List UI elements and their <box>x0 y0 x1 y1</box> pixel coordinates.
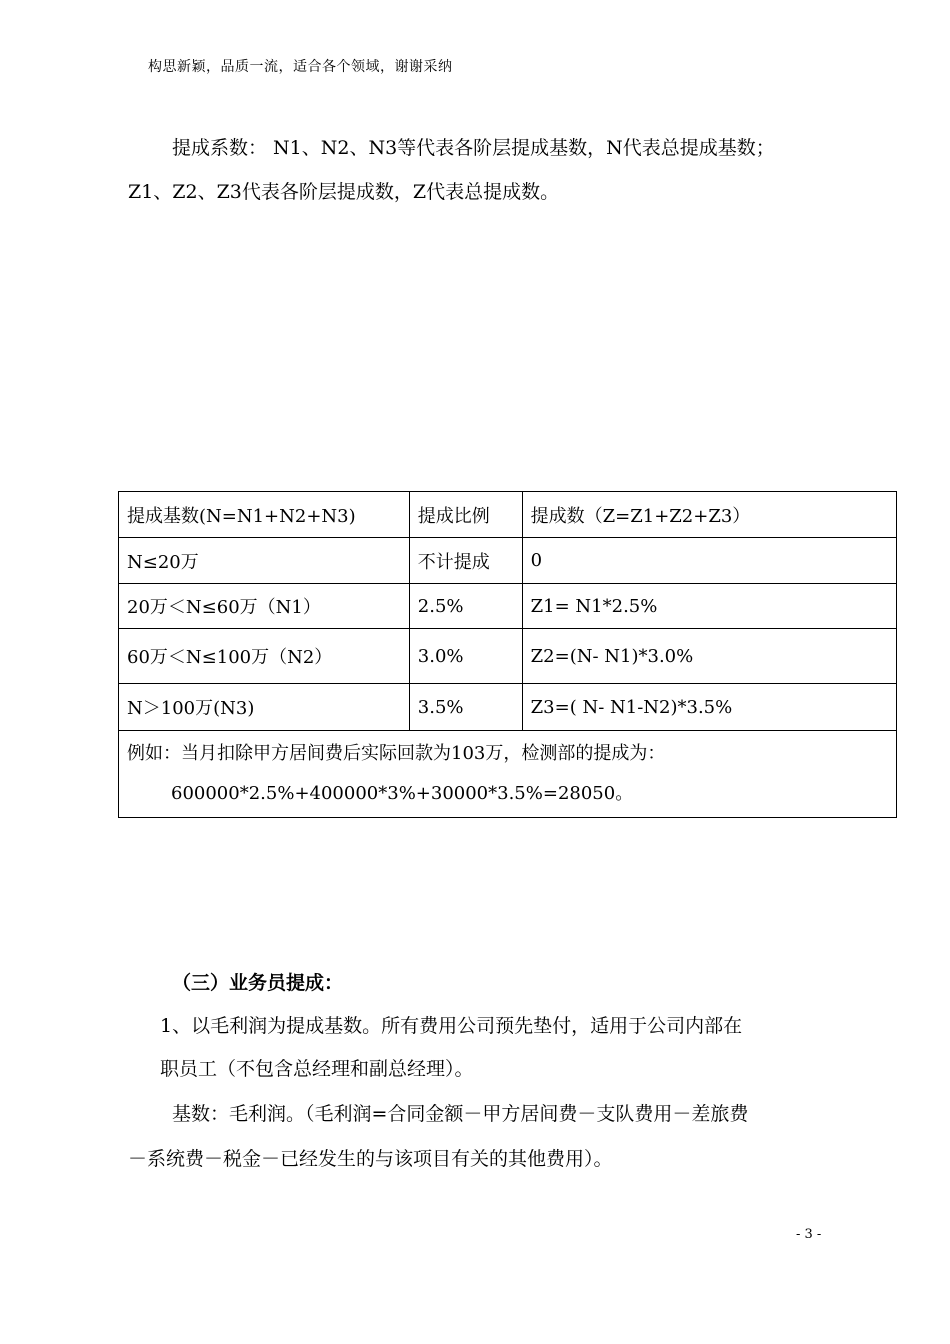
example-line-1: 例如：当月扣除甲方居间费后实际回款为103万，检测部的提成为： <box>127 743 666 764</box>
example-line-2: 600000*2.5%+400000*3%+30000*3.5%=28050。 <box>171 783 634 804</box>
table-cell: 2.5% <box>409 584 522 629</box>
table-cell: 不计提成 <box>409 538 522 584</box>
table-cell: 60万＜N≤100万（N2） <box>119 629 410 684</box>
table-cell: N≤20万 <box>119 538 410 584</box>
page-number: - 3 - <box>796 1227 822 1242</box>
example-cell <box>119 731 897 818</box>
section-line-1: 1、以毛利润为提成基数。所有费用公司预先垫付，适用于公司内部在 <box>160 1015 743 1037</box>
header-cell: 提成数（Z=Z1+Z2+Z3） <box>522 492 896 538</box>
header-cell: 提成基数(N=N1+N2+N3) <box>119 492 410 538</box>
table-cell: 0 <box>522 538 896 584</box>
table-cell: 3.0% <box>409 629 522 684</box>
intro-line-1: 提成系数： N1、N2、N3等代表各阶层提成基数，N代表总提成基数； <box>172 137 775 159</box>
intro-line-2: Z1、Z2、Z3代表各阶层提成数，Z代表总提成数。 <box>128 181 560 203</box>
page-header: 构思新颖，品质一流，适合各个领域，谢谢采纳 <box>148 59 453 75</box>
table-row <box>119 629 897 684</box>
table-cell: Z2=(N- N1)*3.0% <box>522 629 896 684</box>
table-cell: N＞100万(N3) <box>119 684 410 731</box>
example-row <box>119 731 897 818</box>
table-cell: 3.5% <box>409 684 522 731</box>
section-line-4: －系统费－税金－已经发生的与该项目有关的其他费用）。 <box>128 1148 613 1170</box>
table-row <box>119 538 897 584</box>
table-cell: Z3=( N- N1-N2)*3.5% <box>522 684 896 731</box>
header-cell: 提成比例 <box>409 492 522 538</box>
table-cell: Z1= N1*2.5% <box>522 584 896 629</box>
section-title: （三）业务员提成： <box>172 972 344 994</box>
table-cell: 20万＜N≤60万（N1） <box>119 584 410 629</box>
table-row <box>119 684 897 731</box>
section-line-2: 职员工（不包含总经理和副总经理）。 <box>160 1058 474 1080</box>
commission-table <box>118 491 897 818</box>
table-header-row <box>119 492 897 538</box>
table-row <box>119 584 897 629</box>
section-line-3: 基数：毛利润。（毛利润=合同金额－甲方居间费－支队费用－差旅费 <box>172 1103 749 1125</box>
